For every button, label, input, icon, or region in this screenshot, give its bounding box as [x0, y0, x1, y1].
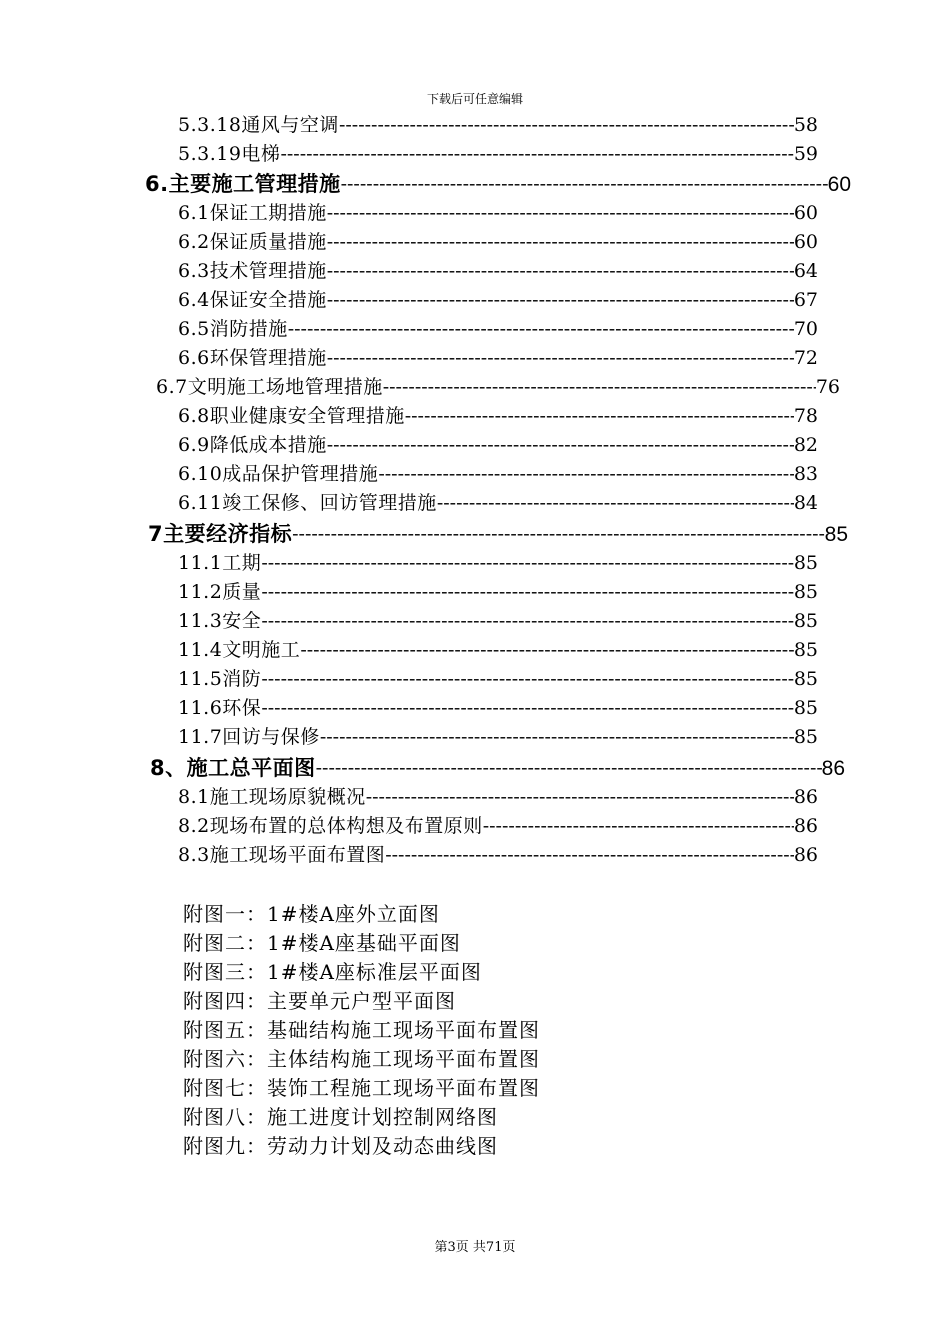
toc-chapter[interactable]	[148, 520, 848, 549]
toc-leader	[383, 373, 816, 402]
appendix-item: 附图八：施工进度计划控制网络图	[183, 1105, 498, 1129]
toc-leader	[261, 694, 794, 723]
toc-entry-label: 11.5消防	[178, 668, 262, 690]
toc-entry-page: 60	[827, 173, 851, 196]
toc-entry-page: 67	[793, 289, 818, 311]
toc-entry[interactable]	[178, 665, 818, 694]
toc-entry-page: 86	[821, 757, 845, 780]
toc-entry-label: 6.2保证质量措施	[178, 231, 327, 253]
toc-entry-label: 11.6环保	[178, 697, 262, 719]
toc-leader	[339, 111, 794, 140]
appendix-item: 附图九：劳动力计划及动态曲线图	[183, 1134, 498, 1158]
toc-entry-page: 59	[793, 143, 818, 165]
toc-entry-page: 86	[793, 786, 818, 808]
toc-entry-label: 7主要经济指标	[148, 522, 293, 546]
toc-entry-page: 85	[793, 610, 818, 632]
appendix-item: 附图三：1#楼A座标准层平面图	[183, 960, 482, 984]
toc-entry[interactable]	[178, 402, 818, 431]
toc-entry-label: 11.4文明施工	[178, 639, 301, 661]
toc-leader	[327, 257, 794, 286]
toc-entry[interactable]	[178, 694, 818, 723]
toc-leader	[378, 460, 794, 489]
appendix-item: 附图二：1#楼A座基础平面图	[183, 931, 461, 955]
appendix-item: 附图四：主要单元户型平面图	[183, 989, 456, 1013]
appendix-item: 附图七：装饰工程施工现场平面布置图	[183, 1076, 540, 1100]
toc-entry-label: 6.4保证安全措施	[178, 289, 327, 311]
toc-leader	[292, 520, 825, 549]
toc-entry[interactable]	[178, 812, 818, 841]
toc-entry-label: 6.5消防措施	[178, 318, 288, 340]
toc-entry-page: 84	[793, 492, 818, 514]
toc-entry[interactable]	[178, 315, 818, 344]
appendix-item: 附图五：基础结构施工现场平面布置图	[183, 1018, 540, 1042]
toc-entry-label: 6.8职业健康安全管理措施	[178, 405, 405, 427]
toc-entry[interactable]	[178, 489, 818, 518]
toc-entry-page: 72	[793, 347, 818, 369]
toc-entry-page: 64	[793, 260, 818, 282]
toc-entry[interactable]	[178, 344, 818, 373]
toc-leader	[320, 723, 794, 752]
toc-entry-label: 8、施工总平面图	[150, 756, 316, 780]
toc-entry[interactable]	[178, 111, 818, 140]
toc-leader	[327, 344, 794, 373]
toc-entry-label: 8.1施工现场原貌概况	[178, 786, 366, 808]
toc-entry-label: 6.7文明施工场地管理措施	[156, 376, 383, 398]
toc-leader	[261, 549, 794, 578]
toc-leader	[327, 228, 794, 257]
toc-entry-label: 6.6环保管理措施	[178, 347, 327, 369]
toc-chapter[interactable]	[150, 754, 845, 783]
toc-entry[interactable]	[178, 607, 818, 636]
toc-entry-label: 6.10成品保护管理措施	[178, 463, 379, 485]
toc-entry-label: 6.1保证工期措施	[178, 202, 327, 224]
toc-entry-page: 83	[793, 463, 818, 485]
toc-entry-page: 86	[793, 844, 818, 866]
toc-leader	[385, 841, 794, 870]
appendix-item: 附图一：1#楼A座外立面图	[183, 902, 440, 926]
toc-entry[interactable]	[178, 460, 818, 489]
toc-entry-page: 60	[793, 202, 818, 224]
toc-entry-page: 85	[793, 581, 818, 603]
toc-entry-page: 82	[793, 434, 818, 456]
toc-entry-label: 5.3.18通风与空调	[178, 114, 339, 136]
toc-entry[interactable]	[178, 841, 818, 870]
toc-leader	[316, 754, 822, 783]
appendix-item: 附图六：主体结构施工现场平面布置图	[183, 1047, 540, 1071]
toc-entry[interactable]	[178, 783, 818, 812]
toc-entry-page: 76	[815, 376, 840, 398]
toc-entry-page: 86	[793, 815, 818, 837]
toc-entry-label: 6.9降低成本措施	[178, 434, 327, 456]
toc-entry-page: 85	[824, 523, 848, 546]
toc-entry-page: 85	[793, 639, 818, 661]
toc-entry-label: 5.3.19电梯	[178, 143, 281, 165]
toc-leader	[327, 431, 794, 460]
toc-entry-label: 11.1工期	[178, 552, 262, 574]
toc-entry[interactable]	[178, 549, 818, 578]
toc-leader	[366, 783, 794, 812]
toc-entry-label: 8.2现场布置的总体构想及布置原则	[178, 815, 483, 837]
toc-entry[interactable]	[178, 431, 818, 460]
toc-leader	[261, 607, 794, 636]
toc-entry[interactable]	[178, 228, 818, 257]
toc-leader	[341, 170, 828, 199]
toc-leader	[300, 636, 794, 665]
toc-leader	[405, 402, 794, 431]
toc-leader	[437, 489, 794, 518]
toc-entry[interactable]	[156, 373, 840, 402]
toc-chapter[interactable]	[145, 170, 851, 199]
toc-entry[interactable]	[178, 578, 818, 607]
toc-entry[interactable]	[178, 140, 818, 169]
toc-entry-label: 11.2质量	[178, 581, 262, 603]
toc-entry-page: 85	[793, 668, 818, 690]
toc-leader	[280, 140, 793, 169]
toc-entry-label: 11.3安全	[178, 610, 262, 632]
toc-entry-page: 78	[793, 405, 818, 427]
toc-leader	[327, 286, 794, 315]
toc-entry[interactable]	[178, 723, 818, 752]
toc-entry-label: 6.11竣工保修、回访管理措施	[178, 492, 437, 514]
toc-leader	[288, 315, 794, 344]
toc-leader	[261, 665, 794, 694]
toc-entry[interactable]	[178, 199, 818, 228]
toc-entry-page: 60	[793, 231, 818, 253]
toc-leader	[483, 812, 794, 841]
toc-entry-page: 70	[793, 318, 818, 340]
toc-entry[interactable]	[178, 636, 818, 665]
toc-entry[interactable]	[178, 286, 818, 315]
toc-entry-page: 58	[793, 114, 818, 136]
toc-leader	[261, 578, 794, 607]
toc-leader	[327, 199, 794, 228]
toc-entry-page: 85	[793, 726, 818, 748]
page-header: 下载后可任意编辑	[426, 92, 523, 106]
toc-entry-label: 8.3施工现场平面布置图	[178, 844, 386, 866]
page-footer: 第3页 共71页	[434, 1240, 516, 1255]
toc-entry-page: 85	[793, 552, 818, 574]
toc-entry-label: 6.主要施工管理措施	[145, 172, 341, 196]
toc-entry-label: 6.3技术管理措施	[178, 260, 327, 282]
toc-entry-label: 11.7回访与保修	[178, 726, 320, 748]
toc-entry[interactable]	[178, 257, 818, 286]
toc-entry-page: 85	[793, 697, 818, 719]
